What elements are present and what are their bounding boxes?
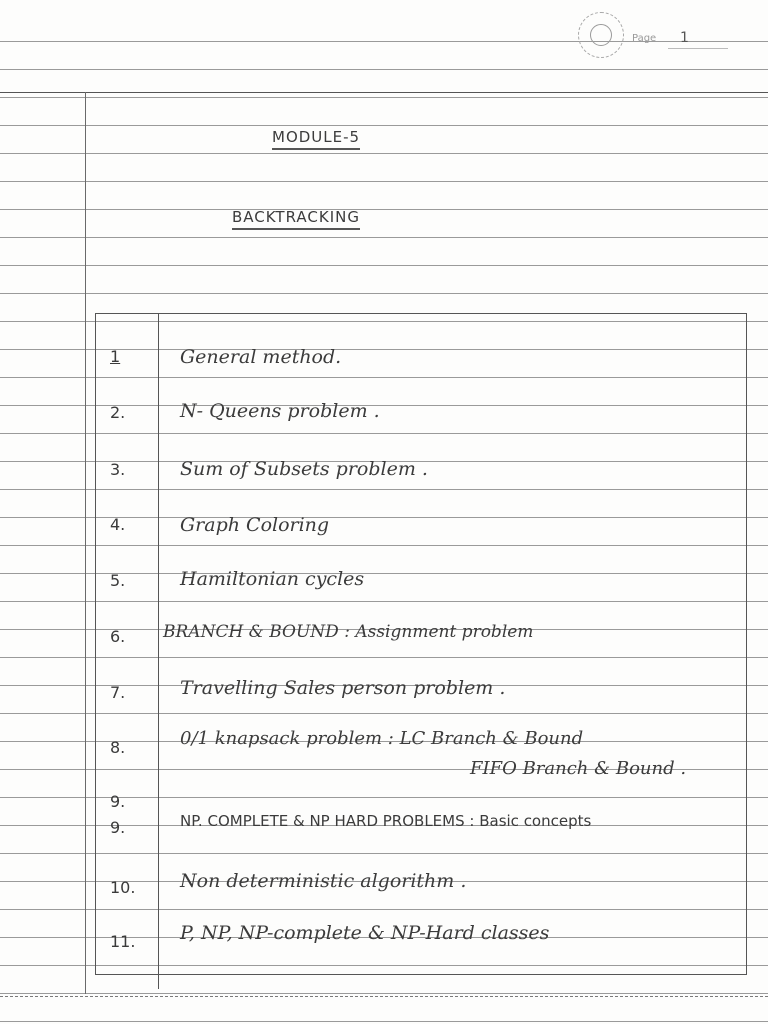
topic-item: NP. COMPLETE & NP HARD PROBLEMS : Basic concepts <box>180 812 592 830</box>
page-number-label: Page <box>632 33 657 44</box>
item-number: 4. <box>110 515 126 534</box>
topic-item: Non deterministic algorithm . <box>180 870 467 892</box>
topic-item: General method. <box>180 346 342 368</box>
item-number: 7. <box>110 683 126 702</box>
topic-item: Hamiltonian cycles <box>180 568 365 590</box>
topic-item: Sum of Subsets problem . <box>180 458 428 480</box>
topic-item: 0/1 knapsack problem : LC Branch & Bound <box>180 728 584 749</box>
module-title: MODULE-5 <box>272 128 360 150</box>
margin-line <box>85 92 86 994</box>
item-number: 10. <box>110 878 136 897</box>
topic-item: P, NP, NP-complete & NP-Hard classes <box>180 922 550 944</box>
item-number: 5. <box>110 571 126 590</box>
topic-item: Travelling Sales person problem . <box>180 677 506 699</box>
page-number-rule <box>668 48 728 49</box>
item-number: 9. <box>110 818 126 837</box>
topic-item: N- Queens problem . <box>180 400 380 422</box>
header-rule <box>0 92 768 93</box>
topics-table-divider <box>158 313 159 989</box>
topic-item-continuation: FIFO Branch & Bound . <box>470 758 687 779</box>
item-number: 11. <box>110 932 136 951</box>
item-number: 9. <box>110 792 126 811</box>
topic-item: Graph Coloring <box>180 514 330 536</box>
section-subtitle: BACKTRACKING <box>232 208 360 230</box>
page-number: 1 <box>680 30 689 46</box>
seal-stamp <box>578 12 624 58</box>
item-number: 1 <box>110 347 121 366</box>
page-bottom-edge <box>0 996 768 998</box>
item-number: 3. <box>110 460 126 479</box>
item-number: 6. <box>110 627 126 646</box>
item-number: 2. <box>110 403 126 422</box>
item-number: 8. <box>110 738 126 757</box>
topic-item: BRANCH & BOUND : Assignment problem <box>163 622 534 642</box>
